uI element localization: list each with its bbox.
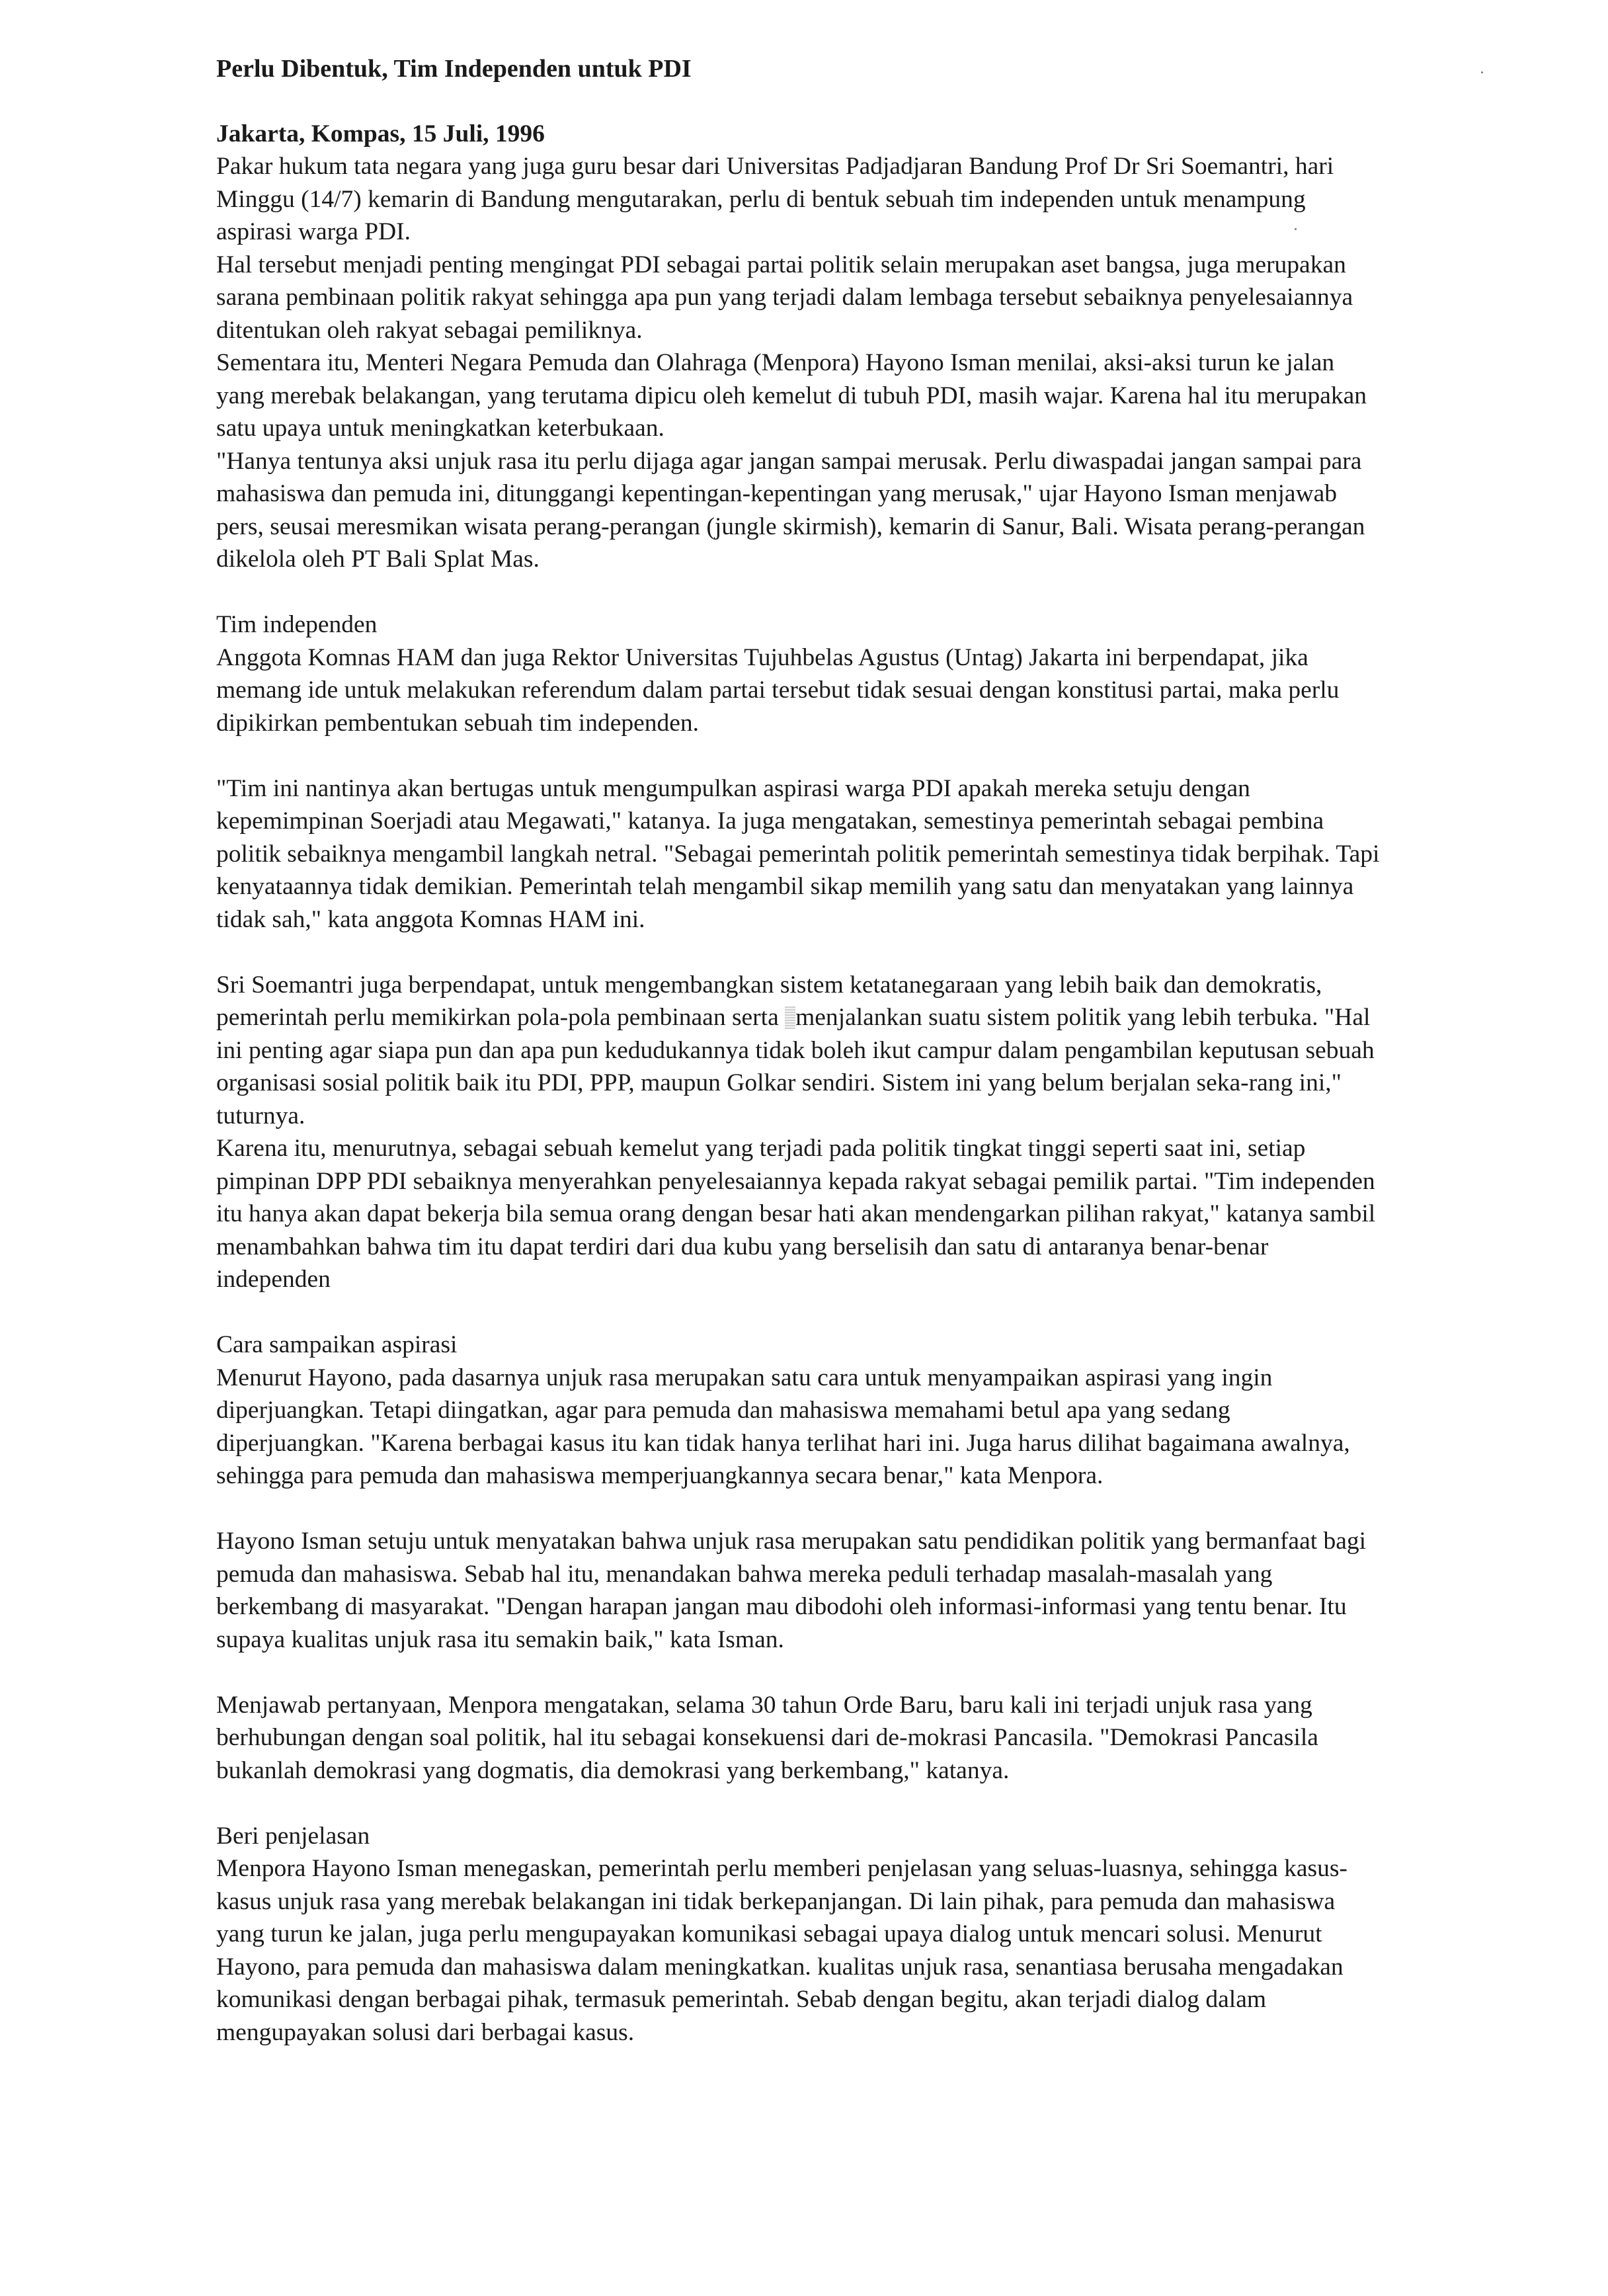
paragraph: "Hanya tentunya aksi unjuk rasa itu perlu dijaga agar jangan sampai merusak. Perlu diwaspadai jangan sampai para mahasiswa dan pemuda ini, ditunggangi kepentingan-kepentingan yang merusak," ujar Hayono Isman menjawab pers, seusai meresmikan wisata perang-perangan (jungle skirmish), kemarin di Sanur, Bali. Wisata perang-perangan dikelola oleh PT Bali Splat Mas. [216,447,1365,573]
paragraph-part: Sri Soemantri juga berpendapat, untuk mengembangkan sistem ketatanegaraan yang lebih baik dan demokratis, pemerintah perlu memikirkan pola-pola pembinaan serta [216,971,1322,1031]
paragraph: "Tim ini nantinya akan bertugas untuk mengumpulkan aspirasi warga PDI apakah mereka setuju dengan kepemimpinan Soerjadi atau Megawati," katanya. Ia juga mengatakan, semestinya pemerintah sebagai pembina politik sebaiknya mengambil langkah netral. "Sebagai pemerintah politik pemerintah semestinya tidak berpihak. Tapi kenyataannya tidak demikian. Pemerintah telah mengambil sikap memilih yang satu dan menyatakan yang lainnya tidak sah," kata anggota Komnas HAM ini. [216,774,1380,933]
spacer [216,576,1380,609]
paragraph: Sementara itu, Menteri Negara Pemuda dan Olahraga (Menpora) Hayono Isman menilai, aksi-aksi turun ke jalan yang merebak belakangan, yang terutama dipicu oleh kemelut di tubuh PDI, masih wajar. Karena hal itu merupakan satu upaya untuk meningkatkan keterbukaan. [216,349,1367,442]
spacer [216,1787,1380,1820]
paragraph: Menjawab pertanyaan, Menpora mengatakan, selama 30 tahun Orde Baru, baru kali ini terjadi unjuk rasa yang berhubungan dengan soal politik, hal itu sebagai konsekuensi dari de-mokrasi Pancasila. "Demokrasi Pancasila bukanlah demokrasi yang dogmatis, dia demokrasi yang berkembang," katanya. [216,1691,1318,1784]
paragraph: Menpora Hayono Isman menegaskan, pemerintah perlu memberi penjelasan yang seluas-luasnya, sehingga kasus-kasus unjuk rasa yang merebak belakangan ini tidak berkepanjangan. Di lain pihak, para pemuda dan mahasiswa yang turun ke jalan, juga perlu mengupayakan komunikasi sebagai upaya dialog untuk mencari solusi. Menurut Hayono, para pemuda dan mahasiswa dalam meningkatkan. kualitas unjuk rasa, senantiasa berusaha mengadakan komunikasi dengan berbagai pihak, termasuk pemerintah. Sebab dengan begitu, akan terjadi dialog dalam mengupayakan solusi dari berbagai kasus. [216,1855,1347,2046]
article-title: Perlu Dibentuk, Tim Independen untuk PDI [216,55,692,83]
spacer [216,1296,1380,1329]
dateline: Jakarta, Kompas, 15 Juli, 1996 [216,120,545,147]
paragraph: Menurut Hayono, pada dasarnya unjuk rasa merupakan satu cara untuk menyampaikan aspirasi yang ingin diperjuangkan. Tetapi diingatkan, agar para pemuda dan mahasiswa memahami betul apa yang sedang diperjuangkan. "Karena berbagai kasus itu kan tidak hanya terlihat hari ini. Juga harus dilihat bagaimana awalnya, sehingga para pemuda dan mahasiswa memperjuangkannya secara benar," kata Menpora. [216,1364,1350,1489]
spacer [216,936,1380,969]
subheading: Beri penjelasan [216,1822,370,1850]
paragraph: Karena itu, menurutnya, sebagai sebuah kemelut yang terjadi pada politik tingkat tinggi seperti saat ini, setiap pimpinan DPP PDI sebaiknya menyerahkan penyelesaiannya kepada rakyat sebagai pemilik partai. "Tim independen itu hanya akan dapat bekerja bila semua orang dengan besar hati akan mendengarkan pilihan rakyat," katanya sambil menambahkan bahwa tim itu dapat terdiri dari dua kubu yang berselisih dan satu di antaranya benar-benar independen [216,1135,1376,1293]
paragraph: Pakar hukum tata negara yang juga guru besar dari Universitas Padjadjaran Bandung Prof Dr Sri Soemantri, hari Minggu (14/7) kemarin di Bandung mengutarakan, perlu di bentuk sebuah tim independen untuk menampung aspirasi warga PDI. [216,153,1334,245]
paragraph-part: menjalankan suatu sistem politik yang lebih terbuka. "Hal ini penting agar siapa pun dan apa pun kedudukannya tidak boleh ikut campur dalam pengambilan keputusan sebuah organisasi sosial politik baik itu PDI, PPP, maupun Golkar sendiri. Sistem ini yang belum berjalan seka-rang ini," tuturnya. [216,1004,1375,1129]
paragraph: Anggota Komnas HAM dan juga Rektor Universitas Tujuhbelas Agustus (Untag) Jakarta ini berpendapat, jika memang ide untuk melakukan referendum dalam partai tersebut tidak sesuai dengan konstitusi partai, maka perlu dipikirkan pembentukan sebuah tim independen. [216,643,1340,737]
paragraph [216,969,1380,1133]
article-page [216,53,1380,2049]
scan-artifact [785,1006,795,1029]
subheading: Tim independen [216,611,378,638]
scan-speck [1481,71,1483,73]
spacer [216,1493,1380,1526]
spacer [216,1656,1380,1689]
paragraph: Hayono Isman setuju untuk menyatakan bahwa unjuk rasa merupakan satu pendidikan politik yang bermanfaat bagi pemuda dan mahasiswa. Sebab hal itu, menandakan bahwa mereka peduli terhadap masalah-masalah yang berkembang di masyarakat. "Dengan harapan jangan mau dibodohi oleh informasi-informasi yang tentu benar. Itu supaya kualitas unjuk rasa itu semakin baik," kata Isman. [216,1528,1367,1653]
subheading: Cara sampaikan aspirasi [216,1331,458,1358]
spacer [216,739,1380,772]
paragraph: Hal tersebut menjadi penting mengingat PDI sebagai partai politik selain merupakan aset bangsa, juga merupakan sarana pembinaan politik rakyat sehingga apa pun yang terjadi dalam lembaga tersebut sebaiknya penyelesaiannya ditentukan oleh rakyat sebagai pemiliknya. [216,251,1353,344]
